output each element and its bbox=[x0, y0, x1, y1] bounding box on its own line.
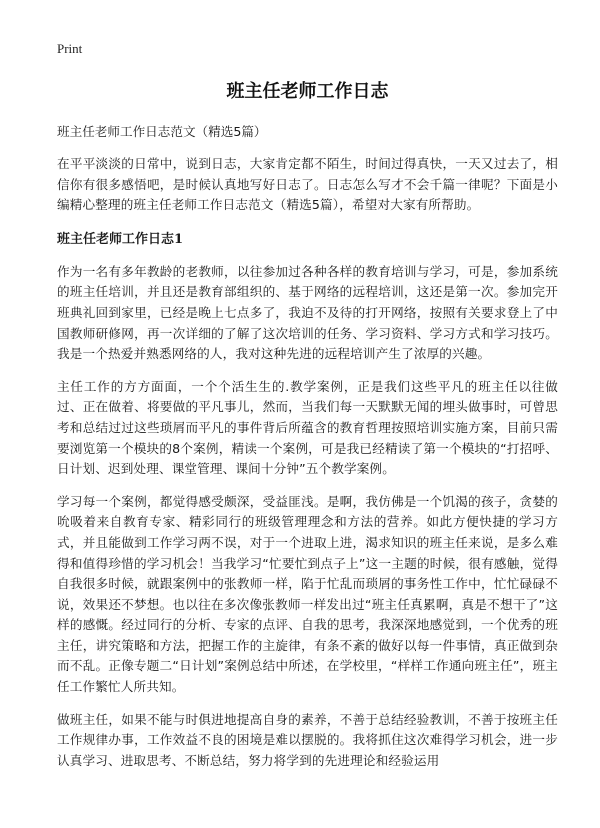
body-paragraph: 做班主任，如果不能与时俱进地提高自身的素养，不善于总结经验教训，不善于按班主任工作规律办事，工作效益不良的困境是难以摆脱的。我将抓住这次难得学习机会，进一步认真学习、进取思考、不断总结，努力将学到的先进理论和经验运用 bbox=[57, 711, 558, 768]
print-link[interactable]: Print bbox=[57, 41, 83, 56]
body-paragraph: 主任工作的方方面面，一个个活生生的.教学案例，正是我们这些平凡的班主任以往做过、正在做着、将要做的平凡事儿，然而，当我们每一天默默无闻的埋头做事时，可曾思考和总结过过这些琐屑而平凡的事件背后所蕴含的教育哲理按照培训实施方案，目前只需要浏览第一个模块的8个案例，精读一个案例，可是我已经精读了第一个模块的“打招呼、日计划、迟到处理、课堂管理、课间十分钟”五个教学案例。 bbox=[57, 378, 558, 477]
intro-paragraph: 在平平淡淡的日常中，说到日志，大家肯定都不陌生，时间过得真快，一天又过去了，相信你有很多感悟吧，是时候认真地写好日志了。日志怎么写才不会千篇一律呢？下面是小编精心整理的班主任老师工作日志范文（精选5篇），希望对大家有所帮助。 bbox=[57, 156, 558, 213]
document-title: 班主任老师工作日志 bbox=[226, 81, 389, 102]
body-paragraph: 学习每一个案例，都觉得感受颇深，受益匪浅。是啊，我仿佛是一个饥渴的孩子，贪婪的吮吸着来自教育专家、精彩同行的班级管理理念和方法的营养。如此方便快捷的学习方式，并且能做到工作学习两不误，对于一个进取上进，渴求知识的班主任来说，是多么难得和值得珍惜的学习机会！当我学习“忙要忙到点子上”这一主题的时候，很有感触，觉得自我很多时候，就跟案例中的张教师一样，陷于忙乱而琐屑的事务性工作中，忙忙碌碌不说，效果还不梦想。也以往在多次像张教师一样发出过“班主任真累啊，真是不想干了”这样的感慨。经过同行的分析、专家的点评、自我的思考，我深深地感觉到，一个优秀的班主任，讲究策略和方法，把握工作的主旋律，有条不紊的做好以每一件事情，真正做到杂而不乱。正像专题二“日计划”案例总结中所述，在学校里，“样样工作通向班主任”，班主任工作繁忙人所共知。 bbox=[57, 493, 558, 695]
section-heading: 班主任老师工作日志1 bbox=[57, 231, 184, 247]
body-paragraph: 作为一名有多年教龄的老教师，以往参加过各种各样的教育培训与学习，可是，参加系统的班主任培训，并且还是教育部组织的、基于网络的远程培训，这还是第一次。参加完开班典礼回到家里，已经是晚上七点多了，我迫不及待的打开网络，按照有关要求登上了中国教师研修网，再一次详细的了解了这次培训的任务、学习资料、学习方式和学习技巧。我是一个热爱并熟悉网络的人，我对这种先进的远程培训产生了浓厚的兴趣。 bbox=[57, 263, 558, 362]
document-subtitle: 班主任老师工作日志范文（精选5篇） bbox=[57, 124, 267, 139]
